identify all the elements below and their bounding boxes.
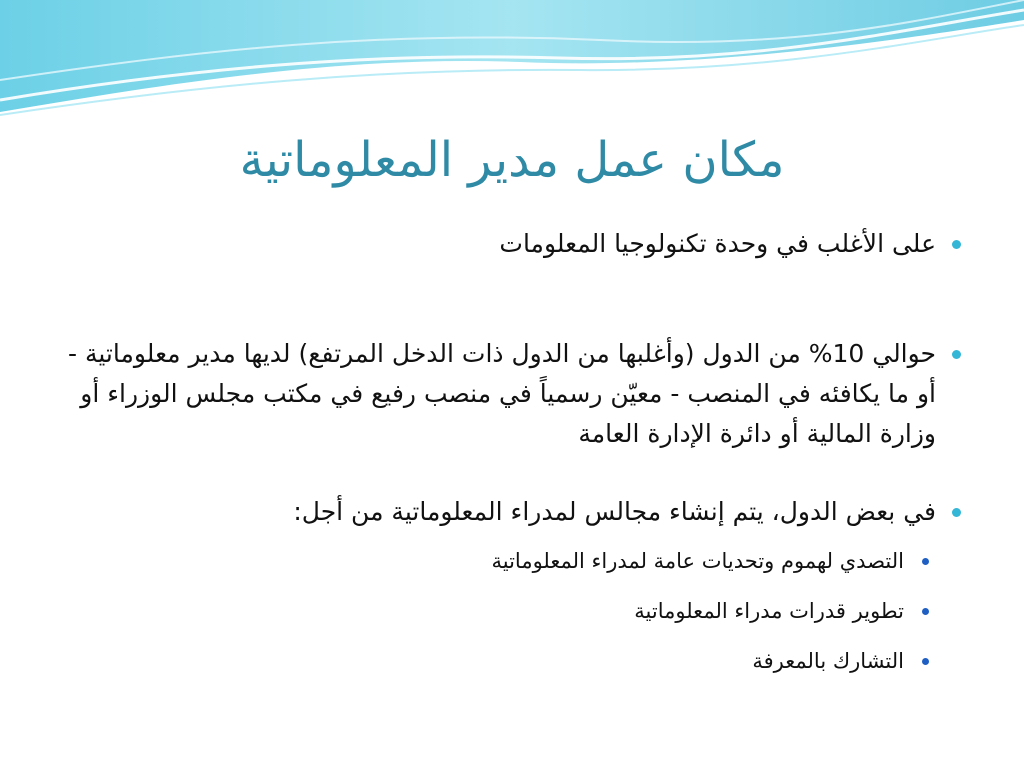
bullet-text: على الأغلب في وحدة تكنولوجيا المعلومات [499,229,936,258]
bullet-item [60,492,936,532]
subbullet-text: التصدي لهموم وتحديات عامة لمدراء المعلوماتية [491,549,904,573]
subbullet-text: تطوير قدرات مدراء المعلوماتية [634,599,904,623]
subbullet-item [60,542,904,580]
bullet-dot-icon [952,508,961,517]
subbullet-dot-icon [922,608,929,615]
bullet-item [60,224,936,264]
subbullet-item [60,592,904,630]
subbullet-dot-icon [922,558,929,565]
subbullet-item [60,642,904,680]
bullet-dot-icon [952,240,961,249]
bullet-text: في بعض الدول، يتم إنشاء مجالس لمدراء المعلوماتية من أجل: [293,497,936,526]
subbullet-dot-icon [922,658,929,665]
header-wave-decoration [0,0,1024,120]
bullet-item [60,334,936,454]
subbullet-text: التشارك بالمعرفة [752,649,904,673]
bullet-dot-icon [952,350,961,359]
slide-title: مكان عمل مدير المعلوماتية [239,132,785,188]
bullet-text: حوالي 10% من الدول (وأغلبها من الدول ذات الدخل المرتفع) لديها مدير معلوماتية - أو ما يكافئه في المنصب - معيّن رسمياً في منصب رفيع في مكتب مجلس الوزراء أو وزارة المالية أو دائرة الإدارة العامة [68,339,936,448]
slide-body [60,224,936,680]
